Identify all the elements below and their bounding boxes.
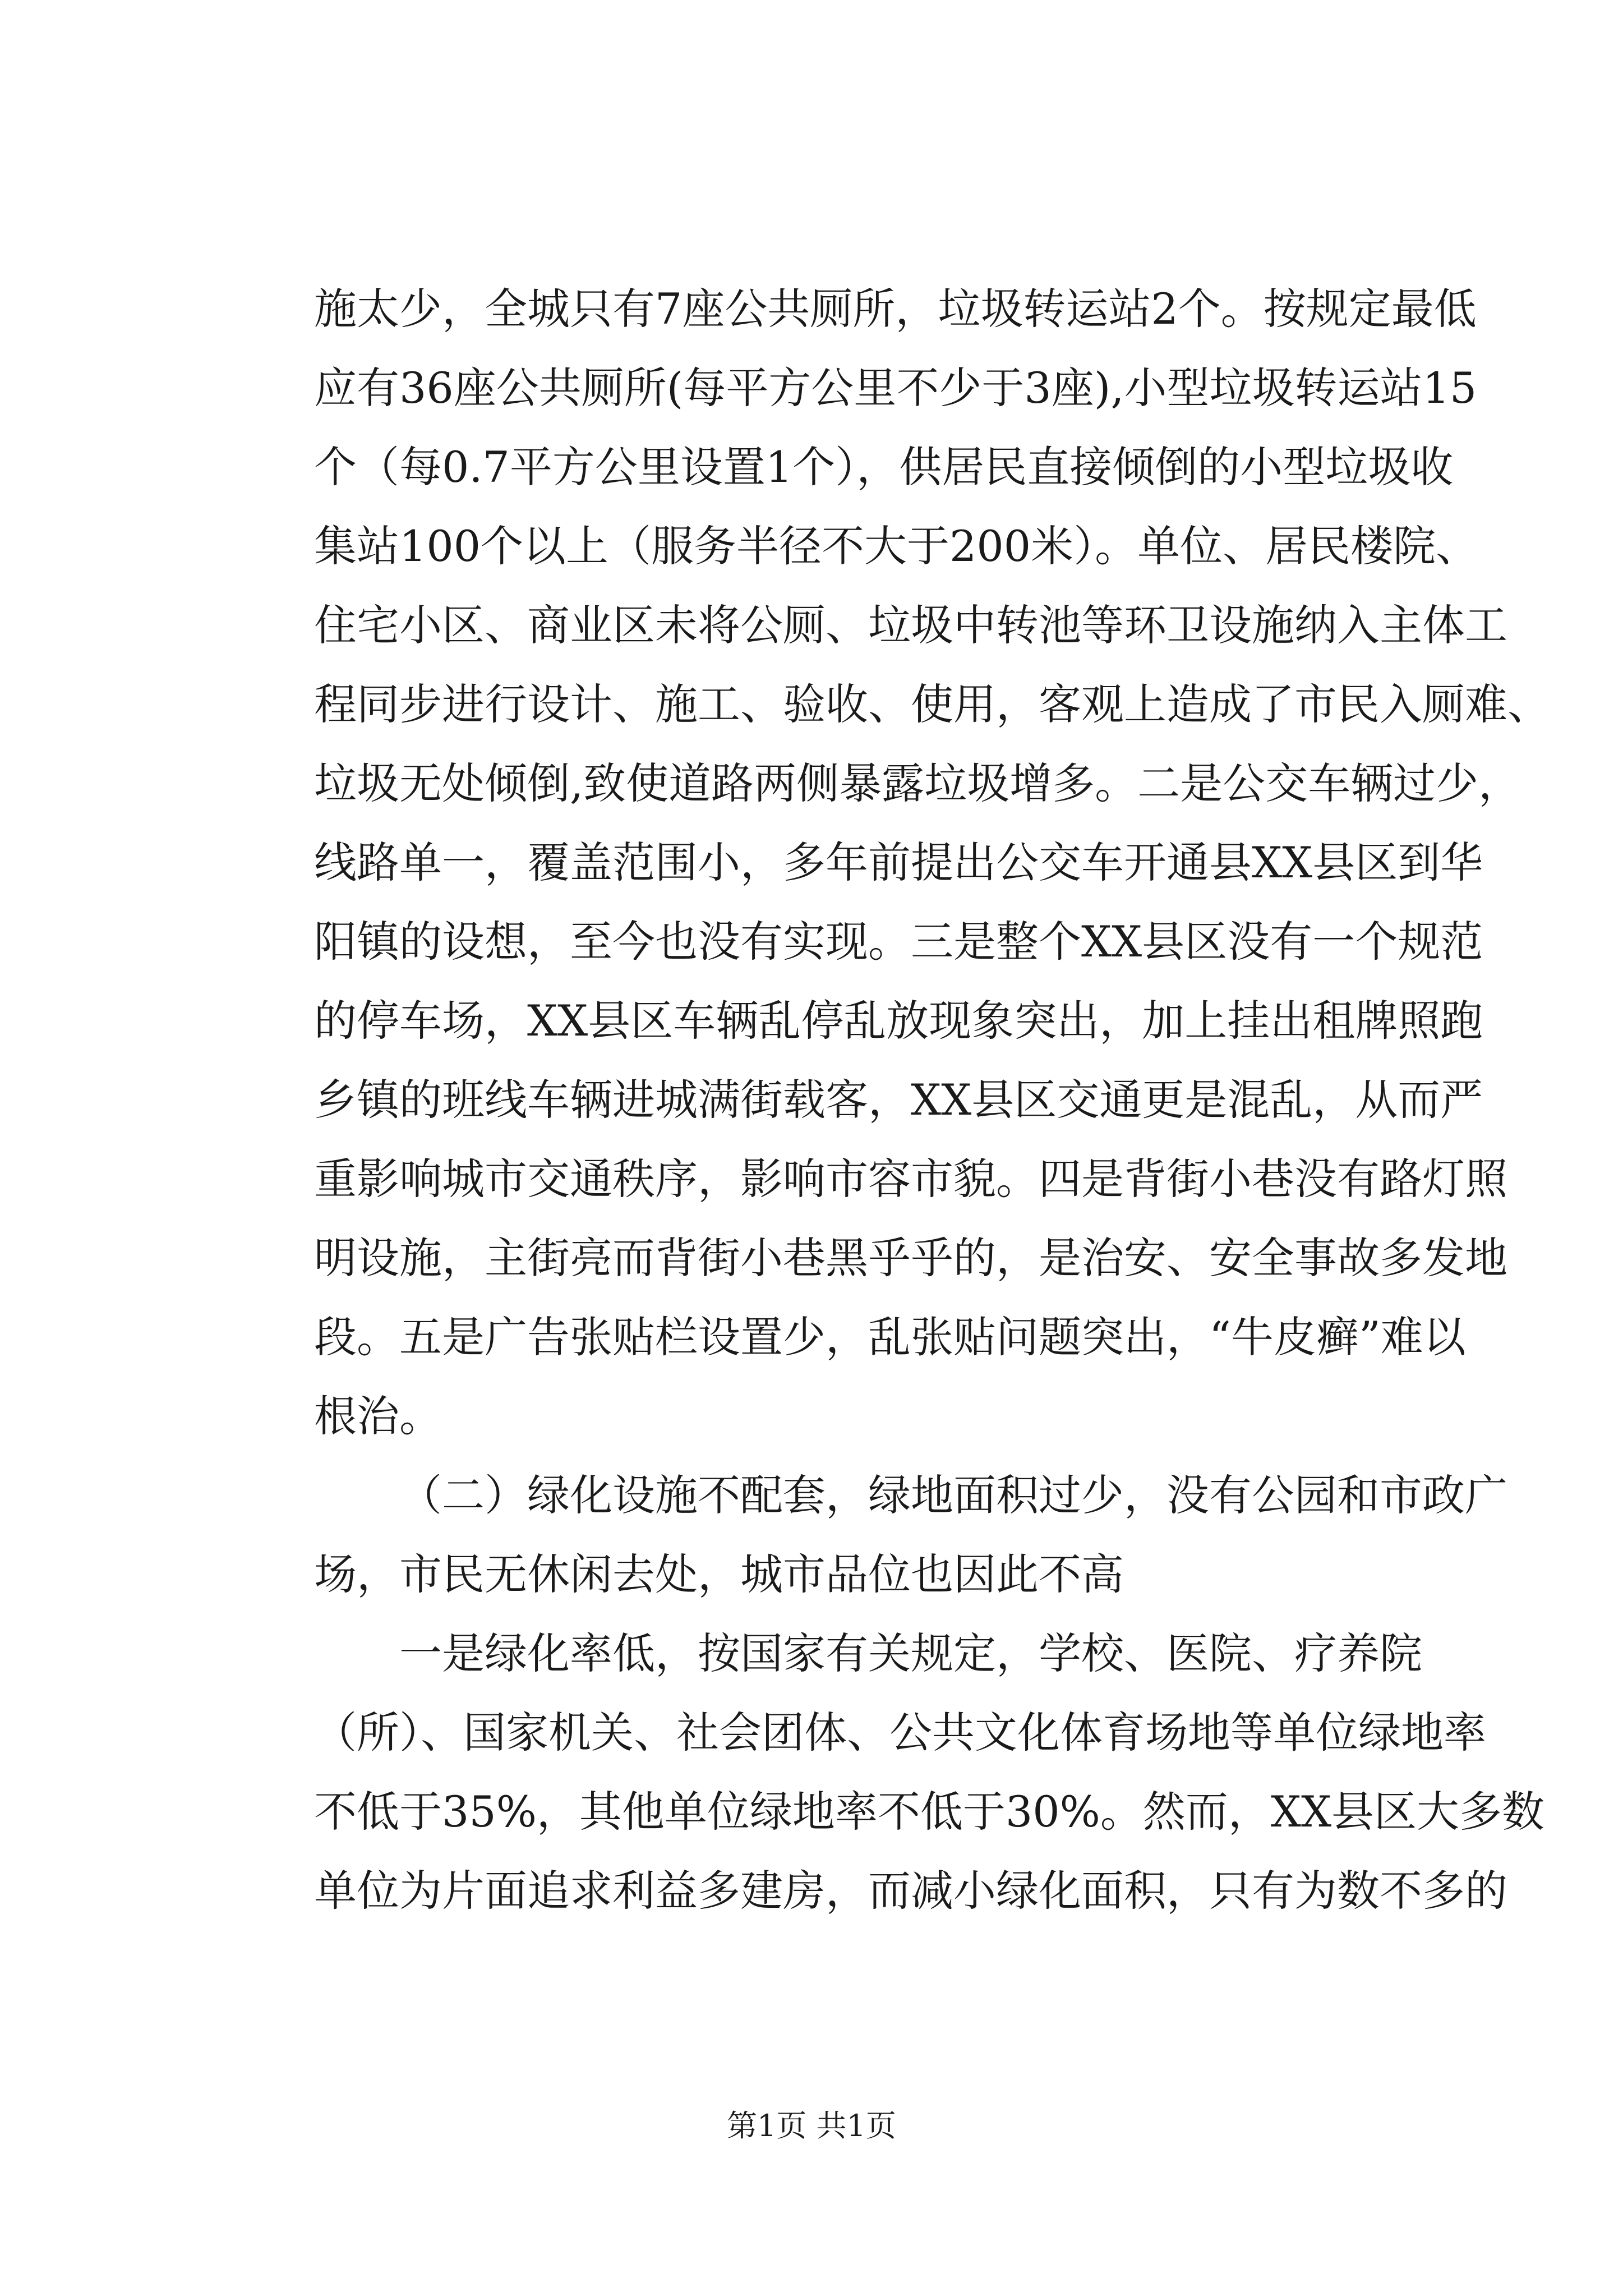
text-line: 线路单一，覆盖范围小，多年前提出公交车开通县XX县区到华: [314, 838, 1483, 887]
text-line: 一是绿化率低，按国家有关规定，学校、医院、疗养院: [399, 1628, 1422, 1678]
text-line: 的停车场，XX县区车辆乱停乱放现象突出，加上挂出租牌照跑: [314, 996, 1483, 1046]
text-line: 重影响城市交通秩序，影响市容市貌。四是背街小巷没有路灯照: [314, 1154, 1507, 1204]
text-line: 根治。: [314, 1391, 442, 1441]
text-line: 不低于35%，其他单位绿地率不低于30%。然而，XX县区大多数: [314, 1787, 1545, 1837]
text-line: 住宅小区、商业区未将公厕、垃圾中转池等环卫设施纳入主体工: [314, 600, 1507, 650]
text-line: 垃圾无处倾倒,致使道路两侧暴露垃圾增多。二是公交车辆过少，: [314, 758, 1521, 808]
text-line: 阳镇的设想，至今也没有实现。三是整个XX县区没有一个规范: [314, 917, 1483, 967]
text-line: 应有36座公共厕所(每平方公里不少于3座),小型垃圾转运站15: [314, 363, 1477, 413]
document-body: [314, 269, 1550, 1930]
text-line: 段。五是广告张贴栏设置少，乱张贴问题突出，“牛皮癣”难以: [314, 1312, 1466, 1362]
page-footer: [0, 2106, 1623, 2146]
text-line: 程同步进行设计、施工、验收、使用，客观上造成了市民入厕难、: [314, 679, 1550, 729]
text-line: 集站100个以上（服务半径不大于200米）。单位、居民楼院、: [314, 521, 1479, 571]
section-heading-line: （二）绿化设施不配套，绿地面积过少，没有公园和市政广: [399, 1470, 1507, 1520]
text-line: 个（每0.7平方公里设置1个），供居民直接倾倒的小型垃圾收: [314, 442, 1454, 492]
text-line: 单位为片面追求利益多建房，而减小绿化面积，只有为数不多的: [314, 1866, 1507, 1916]
section-heading-line: 场，市民无休闲去处，城市品位也因此不高: [314, 1549, 1124, 1599]
text-line: 施太少，全城只有7座公共厕所，垃圾转运站2个。按规定最低: [314, 284, 1477, 334]
text-line: 明设施，主街亮而背街小巷黑乎乎的，是治安、安全事故多发地: [314, 1233, 1507, 1283]
page-number-label: 第1页 共1页: [727, 2108, 896, 2143]
text-line: 乡镇的班线车辆进城满街载客，XX县区交通更是混乱，从而严: [314, 1075, 1483, 1125]
text-line: （所）、国家机关、社会团体、公共文化体育场地等单位绿地率: [314, 1708, 1486, 1757]
